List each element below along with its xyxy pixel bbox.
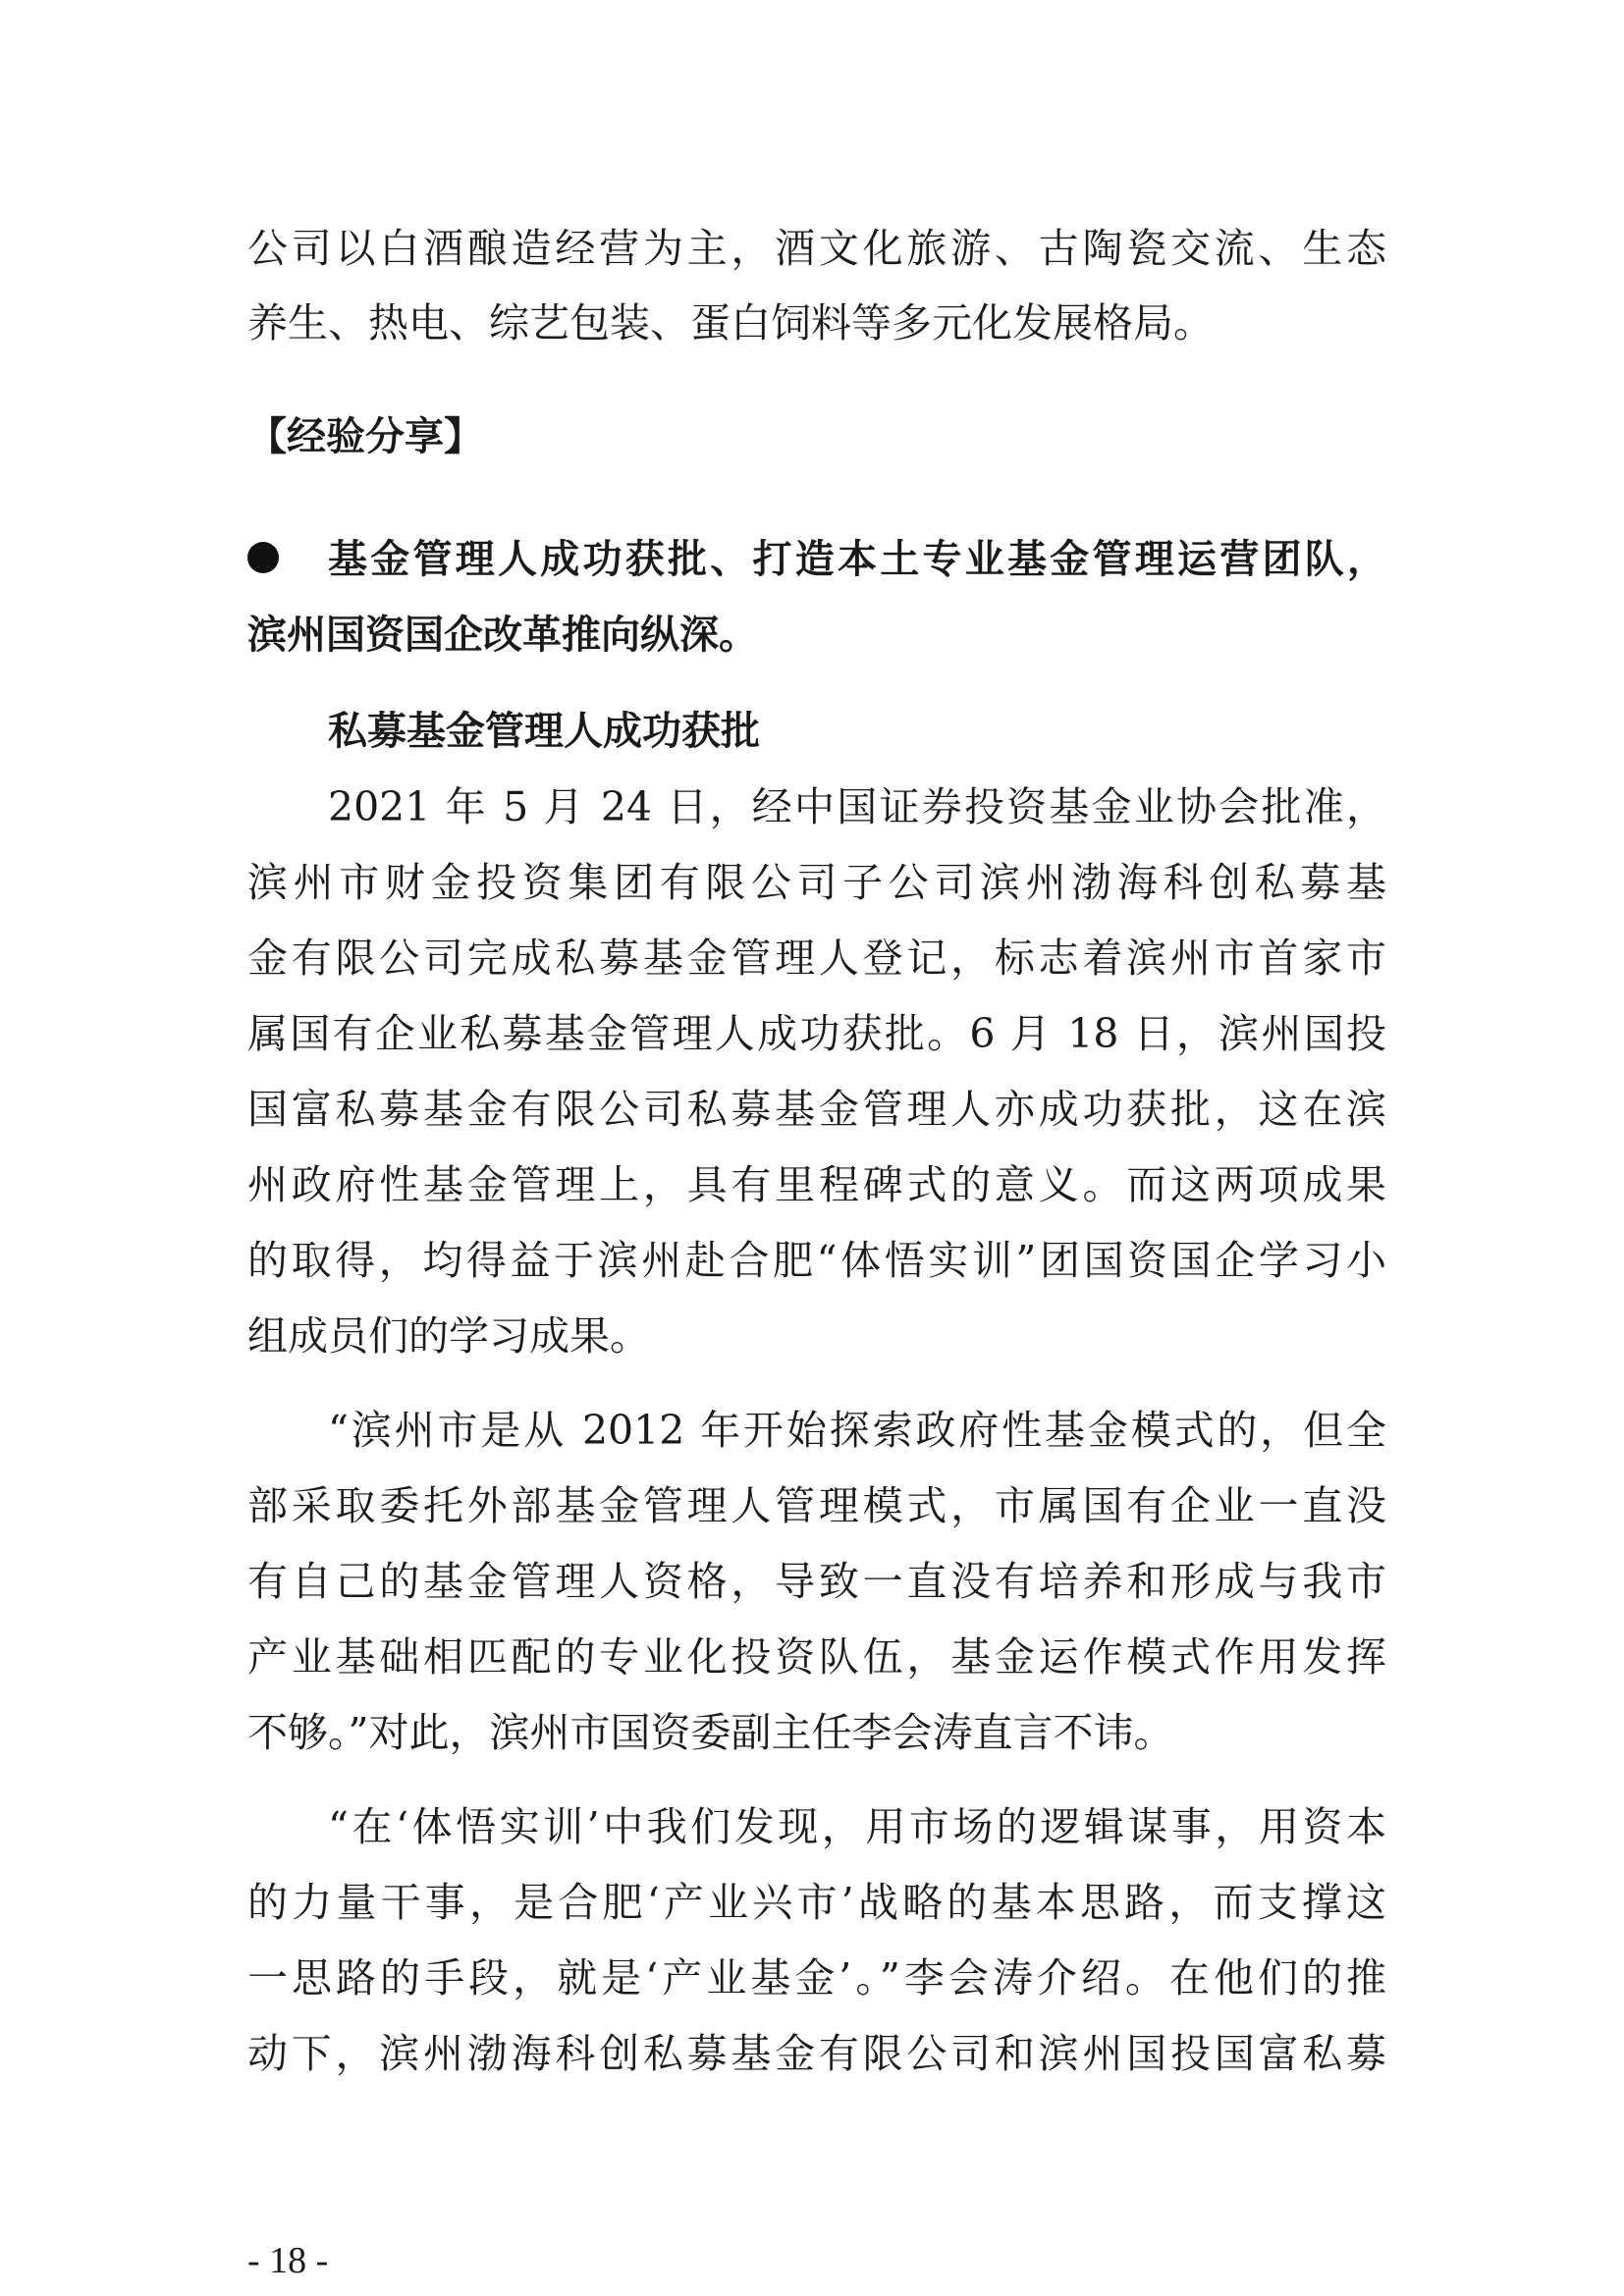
paragraph3-line-4: 动下，滨州渤海科创私募基金有限公司和滨州国投国富私募 [247, 2030, 1386, 2077]
section-heading: 【经验分享】 [247, 414, 483, 459]
paragraph3-line-1: “在‘体悟实训’中我们发现，用市场的逻辑谋事，用资本 [328, 1803, 1386, 1850]
paragraph2-line-2: 部采取委托外部基金管理人管理模式，市属国有企业一直没 [247, 1482, 1386, 1529]
intro-line-2: 养生、热电、综艺包装、蛋白饲料等多元化发展格局。 [247, 299, 1214, 347]
paragraph1-line-3: 金有限公司完成私募基金管理人登记，标志着滨州市首家市 [247, 934, 1386, 982]
paragraph1-line-2: 滨州市财金投资集团有限公司子公司滨州渤海科创私募基 [247, 859, 1386, 906]
paragraph2-line-1: “滨州市是从 2012 年开始探索政府性基金模式的，但全 [328, 1407, 1386, 1454]
paragraph3-line-2: 的力量干事，是合肥‘产业兴市’战略的基本思路，而支撑这 [247, 1879, 1386, 1926]
bullet-line-1: 基金管理人成功获批、打造本土专业基金管理运营团队， [328, 537, 1386, 582]
paragraph1-line-6: 州政府性基金管理上，具有里程碑式的意义。而这两项成果 [247, 1161, 1386, 1208]
paragraph1-line-4: 属国有企业私募基金管理人成功获批。6 月 18 日，滨州国投 [247, 1010, 1386, 1057]
paragraph2-line-4: 产业基础相匹配的专业化投资队伍，基金运作模式作用发挥 [247, 1633, 1386, 1681]
subheading: 私募基金管理人成功获批 [328, 709, 760, 754]
paragraph3-line-3: 一思路的手段，就是‘产业基金’。”李会涛介绍。在他们的推 [247, 1954, 1386, 2002]
paragraph2-line-5: 不够。”对此，滨州市国资委副主任李会涛直言不讳。 [247, 1709, 1174, 1756]
intro-line-1: 公司以白酒酿造经营为主，酒文化旅游、古陶瓷交流、生态 [247, 225, 1386, 272]
paragraph1-line-8: 组成员们的学习成果。 [247, 1312, 650, 1360]
paragraph2-line-3: 有自己的基金管理人资格，导致一直没有培养和形成与我市 [247, 1558, 1386, 1605]
paragraph1-line-1: 2021 年 5 月 24 日，经中国证券投资基金业协会批准， [328, 783, 1386, 830]
page-number: - 18 - [247, 2240, 329, 2281]
bullet-line-2: 滨州国资国企改革推向纵深。 [247, 613, 758, 658]
bullet-dot-icon [247, 542, 279, 573]
paragraph1-line-5: 国富私募基金有限公司私募基金管理人亦成功获批，这在滨 [247, 1086, 1386, 1133]
paragraph1-line-7: 的取得，均得益于滨州赴合肥“体悟实训”团国资国企学习小 [247, 1237, 1386, 1284]
